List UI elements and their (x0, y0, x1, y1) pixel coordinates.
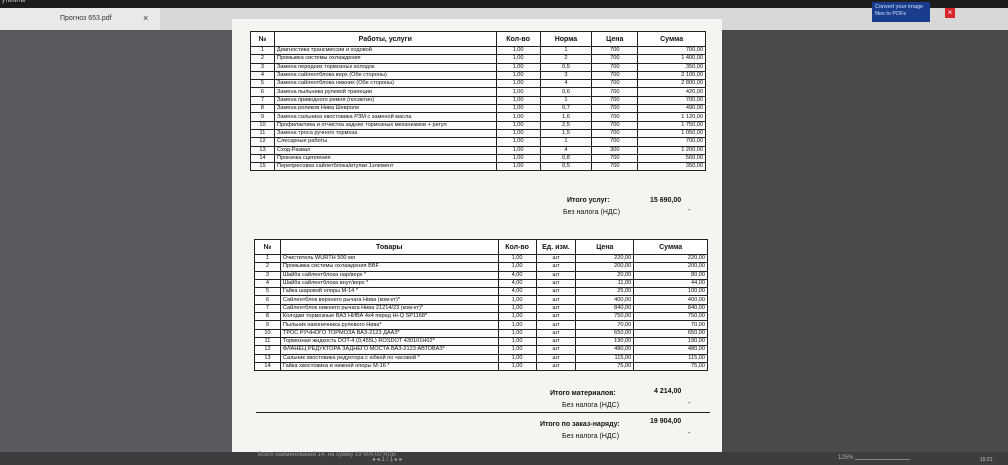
services-cell: Прокачка сцепления (274, 154, 496, 162)
services-row (251, 154, 706, 162)
services-cell: 700,00 (638, 138, 706, 146)
services-cell: 1,00 (496, 146, 540, 154)
services-cell: 12 (251, 138, 275, 146)
top-label: утилиты (2, 0, 26, 4)
goods-cell: Гайка хвостовика и нижней опоры М-16 * (280, 362, 498, 370)
order-vat-label: Без налога (НДС) (562, 433, 620, 440)
goods-cell: шт (536, 296, 576, 304)
services-cell: 350,00 (638, 63, 706, 71)
goods-vat-label: Без налога (НДС) (562, 402, 620, 409)
services-cell: 9 (251, 113, 275, 121)
services-cell: 1 (540, 47, 592, 55)
goods-cell: 75,00 (576, 362, 634, 370)
services-cell: 1 (540, 96, 592, 104)
goods-cell: 750,00 (634, 313, 708, 321)
goods-cell: шт (536, 354, 576, 362)
goods-row (255, 337, 708, 345)
services-cell: 1,6 (540, 113, 592, 121)
goods-cell: 190,00 (576, 337, 634, 345)
goods-cell: 480,00 (576, 346, 634, 354)
goods-cell: 480,00 (634, 346, 708, 354)
services-header-cell: Кол-во (496, 32, 540, 47)
services-cell: 4 (251, 71, 275, 79)
services-cell: Промывка системы охлаждения (274, 55, 496, 63)
services-cell: 2 (251, 55, 275, 63)
services-cell: Замена приводного ремня (посиктин) (274, 96, 496, 104)
goods-cell: ТРОС РУЧНОГО ТОРМОЗА ВАЗ-2123 ДААЗ* (280, 329, 498, 337)
services-cell: 1,00 (496, 113, 540, 121)
goods-cell: 1,00 (498, 362, 536, 370)
services-cell: 1,5 (540, 129, 592, 137)
clock: 15:21 (980, 457, 993, 463)
goods-cell: 7 (255, 304, 281, 312)
services-cell: 700 (592, 55, 638, 63)
goods-cell: 1,00 (498, 337, 536, 345)
services-cell: 490,00 (638, 105, 706, 113)
goods-cell: 190,00 (634, 337, 708, 345)
right-pane (722, 30, 1008, 465)
goods-header-cell: Цена (576, 240, 634, 255)
order-total-value: 19 904,00 (650, 418, 682, 425)
services-cell: 1 (251, 47, 275, 55)
goods-header-cell: Кол-во (498, 240, 536, 255)
goods-cell: 1,00 (498, 354, 536, 362)
services-cell: Замена сайлентблока нижних (Обе стороны) (274, 80, 496, 88)
goods-cell: 3 (255, 271, 281, 279)
services-cell: 350,00 (638, 163, 706, 171)
services-cell: 700 (592, 121, 638, 129)
close-tab-icon[interactable]: × (143, 13, 149, 23)
goods-cell: Сайлентблок нижнего рычага Нива 21214/23 (ком-кт)* (280, 304, 498, 312)
tab-title: Прогноз 653.pdf (60, 15, 112, 22)
goods-cell: шт (536, 271, 576, 279)
goods-cell: 840,00 (576, 304, 634, 312)
services-cell: 1,00 (496, 105, 540, 113)
goods-cell: 220,00 (576, 255, 634, 263)
goods-cell: 200,00 (634, 263, 708, 271)
services-cell: 700 (592, 163, 638, 171)
services-cell: 0,6 (540, 88, 592, 96)
services-cell: 700 (592, 63, 638, 71)
services-vat-label: Без налога (НДС) (563, 209, 621, 216)
goods-row (255, 313, 708, 321)
services-cell: 1,00 (496, 129, 540, 137)
zoom-slider[interactable] (855, 459, 910, 460)
services-cell: 7 (251, 96, 275, 104)
goods-cell: 1,00 (498, 304, 536, 312)
services-cell: Сход-Развал (274, 146, 496, 154)
goods-row (255, 279, 708, 287)
goods-cell: Промывка системы охлаждения BBF (280, 263, 498, 271)
services-cell: 1,00 (496, 138, 540, 146)
goods-cell: 4,00 (498, 288, 536, 296)
services-row (251, 113, 706, 121)
goods-cell: ФЛАНЕЦ РЕДУКТОРА ЗАДНЕГО МОСТА ВАЗ-2123 АВТОВАЗ* (280, 346, 498, 354)
services-cell: Диагностика трансмиссии и ходовой (274, 47, 496, 55)
services-row (251, 96, 706, 104)
services-cell: 700 (592, 88, 638, 96)
services-row (251, 129, 706, 137)
goods-cell: Шайба сайлентблока нар/верх * (280, 271, 498, 279)
document-tab[interactable] (0, 8, 161, 30)
services-row (251, 47, 706, 55)
services-cell: 1,00 (496, 71, 540, 79)
services-cell: 2,5 (540, 121, 592, 129)
services-cell: 0,8 (540, 154, 592, 162)
services-row (251, 138, 706, 146)
goods-cell: шт (536, 313, 576, 321)
goods-cell: 2 (255, 263, 281, 271)
goods-table (254, 239, 708, 371)
services-cell: 15 (251, 163, 275, 171)
goods-cell: 1,00 (498, 329, 536, 337)
services-row (251, 63, 706, 71)
goods-cell: 1,00 (498, 255, 536, 263)
services-row (251, 146, 706, 154)
services-cell: 700 (592, 138, 638, 146)
goods-cell: Гайка шаровой опоры М-14 * (280, 288, 498, 296)
services-cell: 700 (592, 47, 638, 55)
goods-cell: 1 (255, 255, 281, 263)
services-cell: 13 (251, 146, 275, 154)
goods-row (255, 362, 708, 370)
services-cell: 14 (251, 154, 275, 162)
goods-cell: 8 (255, 313, 281, 321)
goods-cell: шт (536, 263, 576, 271)
services-cell: 0,5 (540, 63, 592, 71)
goods-cell: 1,00 (498, 296, 536, 304)
services-cell: 5 (251, 80, 275, 88)
goods-cell: 12 (255, 346, 281, 354)
services-row (251, 88, 706, 96)
services-cell: 1,00 (496, 88, 540, 96)
services-cell: Замена троса ручного тормоза (274, 129, 496, 137)
goods-cell: 650,00 (634, 329, 708, 337)
services-cell: 8 (251, 105, 275, 113)
goods-cell: 115,00 (634, 354, 708, 362)
services-cell: Профилактика и отчистка задних тормозных механизмов + регул (274, 121, 496, 129)
goods-header-cell: № (255, 240, 281, 255)
zoom-level[interactable]: 125% (838, 455, 854, 461)
services-cell: 1,00 (496, 121, 540, 129)
goods-cell: шт (536, 346, 576, 354)
goods-row (255, 271, 708, 279)
services-cell: 4 (540, 146, 592, 154)
goods-cell: 9 (255, 321, 281, 329)
divider (256, 412, 710, 413)
goods-cell: 220,00 (634, 255, 708, 263)
goods-cell: шт (536, 362, 576, 370)
goods-cell: 650,00 (576, 329, 634, 337)
services-cell: 1,00 (496, 55, 540, 63)
goods-cell: 11 (255, 337, 281, 345)
convert-promo-banner[interactable]: Convert your image files to PDFs (872, 2, 930, 22)
goods-cell: 1,00 (498, 263, 536, 271)
goods-cell: Тормозная жидкость DOT-4 (0,455L) ROSDOT 430101H02* (280, 337, 498, 345)
goods-cell: Сальник хвостовика редуктора с юбкой по часовой * (280, 354, 498, 362)
services-cell: 700 (592, 80, 638, 88)
services-cell: 0,7 (540, 105, 592, 113)
page-number: 1 / 1 (381, 457, 394, 463)
goods-row (255, 304, 708, 312)
services-cell: 1,00 (496, 154, 540, 162)
goods-cell: Пыльник наконечника рулевого Нива* (280, 321, 498, 329)
goods-cell: шт (536, 329, 576, 337)
goods-cell: 115,00 (576, 354, 634, 362)
goods-cell: шт (536, 304, 576, 312)
services-row (251, 163, 706, 171)
goods-row (255, 329, 708, 337)
goods-cell: 6 (255, 296, 281, 304)
order-vat-value: - (688, 430, 691, 437)
goods-cell: Сайлентблок верхнего рычага Нива (ком-кт)* (280, 296, 498, 304)
goods-cell: 100,00 (634, 288, 708, 296)
services-row (251, 121, 706, 129)
goods-cell: 840,00 (634, 304, 708, 312)
services-cell: Перепресовка сайлетблока/втулки 1элемент (274, 163, 496, 171)
services-vat-value: - (688, 207, 691, 214)
services-cell: 2 (540, 55, 592, 63)
services-cell: 1 120,00 (638, 113, 706, 121)
services-cell: 700 (592, 96, 638, 104)
services-table (250, 31, 706, 171)
goods-row (255, 263, 708, 271)
services-cell: 700 (592, 113, 638, 121)
services-row (251, 71, 706, 79)
goods-cell: 80,00 (634, 271, 708, 279)
order-total-label: Итого по заказ-наряду: (540, 421, 620, 428)
goods-row (255, 288, 708, 296)
goods-cell: Колодки тормозные ВАЗ НИВА 4х4 перед Hi-Q SP1168* (280, 313, 498, 321)
goods-cell: 750,00 (576, 313, 634, 321)
services-cell: 420,00 (638, 88, 706, 96)
services-cell: 6 (251, 88, 275, 96)
goods-cell: 20,00 (576, 271, 634, 279)
services-cell: 1 050,00 (638, 129, 706, 137)
services-cell: 4 (540, 80, 592, 88)
services-cell: 700,00 (638, 47, 706, 55)
services-cell: 2 100,00 (638, 71, 706, 79)
services-cell: 700 (592, 129, 638, 137)
services-cell: 1,00 (496, 163, 540, 171)
goods-cell: 11,00 (576, 279, 634, 287)
goods-cell: шт (536, 279, 576, 287)
left-pane (0, 30, 232, 465)
goods-cell: 400,00 (634, 296, 708, 304)
goods-vat-value: - (688, 400, 691, 407)
services-cell: 1 400,00 (638, 55, 706, 63)
services-cell: Замена сайлентблока верх (Обе стороны) (274, 71, 496, 79)
goods-cell: 70,00 (634, 321, 708, 329)
goods-cell: 44,00 (634, 279, 708, 287)
goods-total-label: Итого материалов: (550, 390, 616, 397)
services-total-label: Итого услуг: (567, 197, 610, 204)
goods-cell: 4 (255, 279, 281, 287)
services-header-cell: Цена (592, 32, 638, 47)
services-cell: 1 (540, 138, 592, 146)
services-cell: Слесарные работы (274, 138, 496, 146)
services-cell: 11 (251, 129, 275, 137)
services-cell: 1,00 (496, 63, 540, 71)
services-cell: 2 800,00 (638, 80, 706, 88)
goods-row (255, 354, 708, 362)
goods-cell: 200,00 (576, 263, 634, 271)
goods-cell: 70,00 (576, 321, 634, 329)
goods-row (255, 321, 708, 329)
services-cell: 700 (592, 105, 638, 113)
goods-header-cell: Товары (280, 240, 498, 255)
services-cell: 700,00 (638, 96, 706, 104)
services-cell: 10 (251, 121, 275, 129)
services-row (251, 55, 706, 63)
services-header-cell: Норма (540, 32, 592, 47)
services-cell: 3 (540, 71, 592, 79)
services-header-cell: Сумма (638, 32, 706, 47)
goods-cell: Шайба сайлентблока внут/верх * (280, 279, 498, 287)
goods-cell: шт (536, 255, 576, 263)
goods-row (255, 346, 708, 354)
goods-cell: 5 (255, 288, 281, 296)
goods-cell: шт (536, 337, 576, 345)
services-cell: 0,5 (540, 163, 592, 171)
viewer-status-bar (0, 452, 1008, 465)
goods-cell: 14 (255, 362, 281, 370)
services-cell: 560,00 (638, 154, 706, 162)
services-cell: Замена пыльника рулевой трапеции (274, 88, 496, 96)
services-cell: 3 (251, 63, 275, 71)
goods-header-cell: Сумма (634, 240, 708, 255)
goods-cell: 4,00 (498, 279, 536, 287)
services-cell: 700 (592, 154, 638, 162)
services-row (251, 105, 706, 113)
services-cell: 1 200,00 (638, 146, 706, 154)
goods-cell: 1,00 (498, 321, 536, 329)
goods-cell: 13 (255, 354, 281, 362)
services-cell: 300 (592, 146, 638, 154)
services-total-value: 15 690,00 (650, 197, 682, 204)
goods-cell: 25,00 (576, 288, 634, 296)
goods-cell: 400,00 (576, 296, 634, 304)
services-cell: 1,00 (496, 96, 540, 104)
footer-summary: Всего наименований 14, на сумму 19 904,00 RUB (258, 452, 396, 458)
services-header-cell: № (251, 32, 275, 47)
promo-close-icon[interactable]: × (945, 8, 955, 18)
pdf-page (232, 19, 722, 465)
services-cell: 1,00 (496, 47, 540, 55)
goods-cell: 4,00 (498, 271, 536, 279)
goods-total-value: 4 214,00 (654, 388, 682, 395)
goods-row (255, 296, 708, 304)
goods-header-cell: Ед. изм. (536, 240, 576, 255)
services-header-cell: Работы, услуги (274, 32, 496, 47)
os-top-bar (0, 0, 1008, 8)
services-cell: 1,00 (496, 80, 540, 88)
services-cell: Замена роликов Нива Шевроле (274, 105, 496, 113)
goods-cell: шт (536, 321, 576, 329)
services-row (251, 80, 706, 88)
goods-row (255, 255, 708, 263)
services-cell: Замена сальника хвостовика РЗМ с заменой масла (274, 113, 496, 121)
services-cell: Замена передних тормозных колодок (274, 63, 496, 71)
page-navigator[interactable]: ◂ ◂ 1 / 1 ▸ ▸ (372, 457, 403, 463)
goods-cell: 1,00 (498, 313, 536, 321)
goods-cell: шт (536, 288, 576, 296)
services-cell: 1 750,00 (638, 121, 706, 129)
goods-cell: 10 (255, 329, 281, 337)
services-cell: 700 (592, 71, 638, 79)
goods-cell: 1,00 (498, 346, 536, 354)
goods-cell: 75,00 (634, 362, 708, 370)
goods-cell: Очиститель WURTH 500 мл (280, 255, 498, 263)
